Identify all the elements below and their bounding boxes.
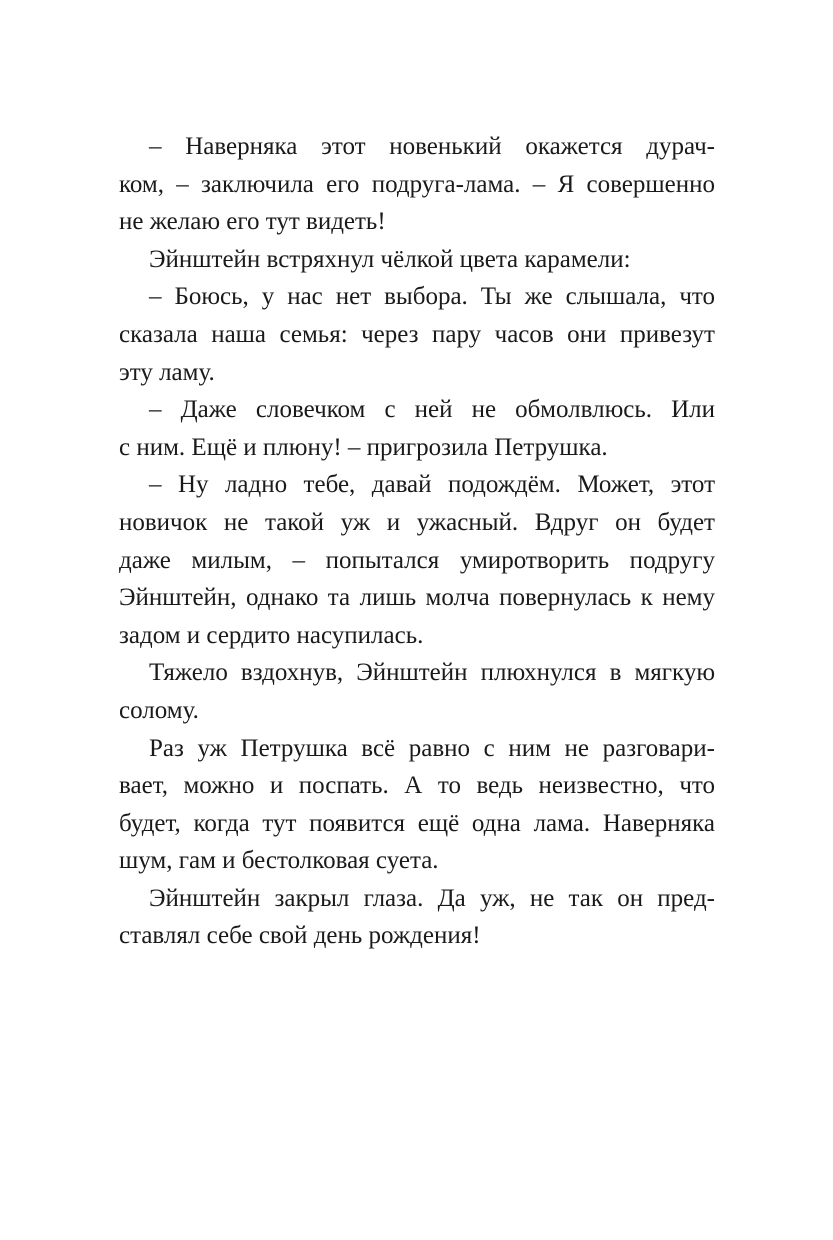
text-line: задом и сердито насупилась.: [119, 621, 424, 649]
text-line: вает, можно и поспать. А то ведь неизвестно, что: [119, 772, 715, 800]
text-line: – Ну ладно тебе, давай подождём. Может, этот: [149, 471, 715, 499]
text-line: – Наверняка этот новенький окажется дурач-: [149, 133, 715, 160]
text-line: новичок не такой уж и ужасный. Вдруг он будет: [119, 508, 715, 536]
text-line: не желаю его тут видеть!: [119, 208, 386, 236]
text-line: Эйнштейн встряхнул чёлкой цвета карамели:: [149, 245, 631, 273]
text-line: – Даже словечком с ней не обмолвлюсь. Или: [149, 396, 715, 424]
paragraph: [119, 128, 715, 241]
text-line: ставлял себе свой день рождения!: [119, 922, 481, 950]
text-line: сказала наша семья: через пару часов они привезут: [119, 320, 715, 348]
paragraph: [119, 880, 715, 955]
text-line: – Боюсь, у нас нет выбора. Ты же слышала, что: [149, 283, 715, 311]
text-line: Эйнштейн закрыл глаза. Да уж, не так он пред-: [149, 884, 715, 912]
text-line: даже милым, – попытался умиротворить подругу: [119, 546, 715, 574]
text-line: шум, гам и бестолковая суета.: [119, 847, 439, 875]
paragraph: [119, 654, 715, 729]
paragraph: [119, 466, 715, 654]
text-line: Тяжело вздохнув, Эйнштейн плюхнулся в мягкую: [149, 659, 715, 687]
text-line: Раз уж Петрушка всё равно с ним не разговари-: [149, 734, 715, 762]
paragraph: [119, 730, 715, 880]
text-line: солому.: [119, 696, 199, 724]
paragraph: [119, 278, 715, 391]
book-page-text: [119, 128, 715, 955]
text-line: будет, когда тут появится ещё одна лама. Наверняка: [119, 809, 715, 837]
text-line: Эйнштейн, однако та лишь молча повернулась к нему: [119, 584, 715, 612]
text-line: эту ламу.: [119, 358, 215, 386]
paragraph: [119, 241, 715, 279]
text-line: с ним. Ещё и плюну! – пригрозила Петрушка.: [119, 433, 608, 461]
paragraph: [119, 391, 715, 466]
text-line: ком, – заключила его подруга-лама. – Я совершенно: [119, 170, 715, 198]
